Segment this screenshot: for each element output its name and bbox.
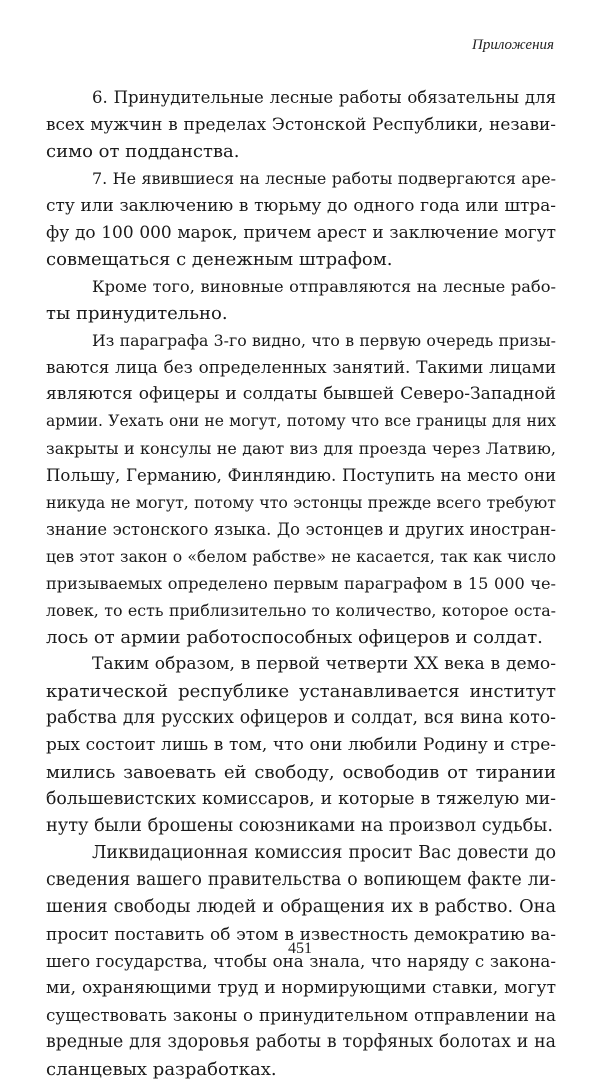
text-line: шения свободы людей и обращения их в рабство. Она — [46, 897, 556, 917]
text-line: симо от подданства. — [46, 141, 240, 162]
text-line: лось от армии работоспособных офицеров и солдат. — [46, 627, 543, 648]
paragraph — [46, 84, 556, 165]
text-line: существовать законы о принудительном отправлении на — [46, 1005, 556, 1025]
text-line: рабства для русских офицеров и солдат, вся вина кото- — [46, 708, 556, 728]
text-line: армии. Уехать они не могут, потому что все границы для них — [46, 412, 556, 430]
text-line: сту или заключению в тюрьму до одного года или штра- — [46, 195, 556, 215]
text-line: большевистских комиссаров, и которые в тяжелую ми- — [46, 789, 556, 809]
text-line: Из параграфа 3-го видно, что в первую очередь призы- — [92, 331, 556, 350]
text-line: ловек, то есть приблизительно то количество, которое оста- — [46, 601, 556, 620]
text-line: 7. Не явившиеся на лесные работы подвергаются аре- — [92, 169, 556, 188]
text-line: нуту были брошены союзниками на произвол судьбы. — [46, 816, 554, 836]
paragraph — [46, 165, 556, 273]
text-line: являются офицеры и солдаты бывшей Северо-Западной — [46, 384, 556, 404]
body-text — [46, 84, 556, 1083]
text-line: вредные для здоровья работы в торфяных болотах и на — [46, 1032, 556, 1052]
text-line: Кроме того, виновные отправляются на лесные рабо- — [92, 277, 556, 296]
text-line: кратической республике устанавливается институт — [46, 681, 556, 702]
text-line: просит поставить об этом в известность демократию ва- — [46, 924, 556, 944]
paragraph — [46, 273, 556, 327]
text-line: цев этот закон о «белом рабстве» не касается, так как число — [46, 547, 556, 566]
text-line: мились завоевать ей свободу, освободив от тирании — [46, 762, 556, 783]
text-line: сведения вашего правительства о вопиющем факте ли- — [46, 870, 556, 890]
text-line: сланцевых разработках. — [46, 1059, 277, 1080]
text-line: рых состоит лишь в том, что они любили Родину и стре- — [46, 735, 556, 755]
text-line: ми, охраняющими труд и нормирующими ставки, могут — [46, 978, 556, 998]
text-line: Польшу, Германию, Финляндию. Поступить на место они — [46, 466, 556, 485]
text-line: фу до 100 000 марок, причем арест и заключение могут — [46, 222, 556, 242]
text-line: ты принудительно. — [46, 303, 228, 324]
running-head: Приложения — [471, 37, 554, 53]
paragraph — [46, 651, 556, 840]
text-line: ваются лица без определенных занятий. Такими лицами — [46, 357, 556, 377]
page-number: 451 — [288, 940, 312, 957]
text-line: никуда не могут, потому что эстонцы прежде всего требуют — [46, 493, 556, 512]
text-line: закрыты и консулы не дают виз для проезда через Латвию, — [46, 439, 556, 458]
paragraph — [46, 840, 556, 1083]
paragraph — [46, 327, 556, 651]
text-line: Таким образом, в первой четверти XX века в демо- — [92, 654, 556, 674]
text-line: 6. Принудительные лесные работы обязательны для — [92, 88, 556, 107]
text-line: шего государства, чтобы она знала, что наряду с закона- — [46, 952, 556, 971]
text-line: всех мужчин в пределах Эстонской Республики, незави- — [46, 114, 556, 134]
text-line: Ликвидационная комиссия просит Вас довести до — [92, 843, 556, 863]
text-line: призываемых определено первым параграфом в 15 000 че- — [46, 574, 556, 593]
text-line: знание эстонского языка. До эстонцев и других иностран- — [46, 520, 556, 539]
text-line: совмещаться с денежным штрафом. — [46, 249, 393, 270]
